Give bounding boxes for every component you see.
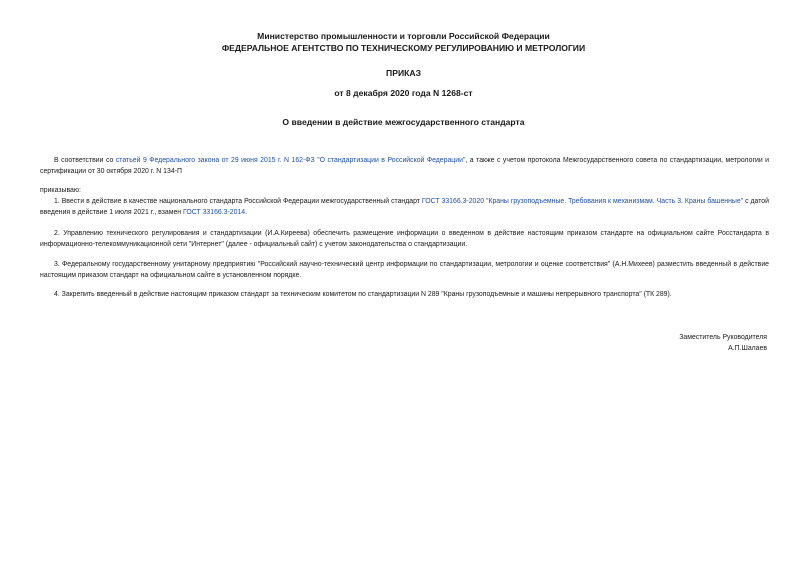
paragraph-1 <box>40 197 769 218</box>
paragraph-1-suffix: . <box>245 208 248 216</box>
signatory-name: А.П.Шалаев <box>728 345 767 352</box>
paragraph-4: 4. Закрепить введенный в действие настоящим приказом стандарт за техническим комитетом по стандартизации N 289 "Краны грузоподъемные и машины непрерывного транспорта" (ТК 289). <box>54 291 672 298</box>
order-date: от 8 декабря 2020 года N 1268-ст <box>334 88 473 98</box>
agency-name: ФЕДЕРАЛЬНОЕ АГЕНТСТВО ПО ТЕХНИЧЕСКОМУ РЕГУЛИРОВАНИЮ И МЕТРОЛОГИИ <box>221 43 586 53</box>
signatory-title: Заместитель Руководителя <box>679 334 767 341</box>
preamble-suffix: , а также с учетом протокола Межгосударственного совета по стандартизации, метрологии и сертификации от 30 октября 2020 г. N 134-П <box>40 157 770 175</box>
paragraph-3: 3. Федеральному государственному унитарному предприятию "Российский научно-технический центр информации по стандартизации, метрологии и оценке соответствия" (А.Н.Михеев) разместить введенный в действие настоящим приказом стандарт на официальном сайте в установленном порядке. <box>40 261 769 279</box>
replaced-standard-link[interactable]: ГОСТ 33166.3-2014 <box>183 208 246 216</box>
paragraph-1-middle: с датой введения в действие 1 июля 2021 г., взамен <box>40 198 769 216</box>
order-title: ПРИКАЗ <box>386 68 421 78</box>
paragraph-1-prefix: 1. Ввести в действие в качестве национального стандарта Российской Федерации межгосударственный стандарт <box>54 198 422 205</box>
preamble-paragraph <box>40 156 769 177</box>
order-subject: О введении в действие межгосударственного стандарта <box>282 117 525 127</box>
paragraph-2: 2. Управлению технического регулирования и стандартизации (И.А.Киреева) обеспечить размещение информации о введенном в действие настоящим приказом стандарте на официальном сайте Росстандарта в информационно-телекоммуникационной сети "Интернет" (далее - официальный сайт) с учетом законодательства о стандартизации. <box>40 230 769 248</box>
order-word: приказываю: <box>40 187 81 194</box>
standard-link[interactable]: ГОСТ 33166.3-2020 "Краны грузоподъемные. Требования к механизмам. Часть 3. Краны башенные" <box>421 198 744 205</box>
law-link[interactable]: статьей 9 Федерального закона от 29 июня 2015 г. N 162-ФЗ "О стандартизации в Российской Федерации" <box>115 157 466 164</box>
preamble-prefix: В соответствии со <box>54 157 116 164</box>
ministry-name: Министерство промышленности и торговли Российской Федерации <box>257 31 550 41</box>
